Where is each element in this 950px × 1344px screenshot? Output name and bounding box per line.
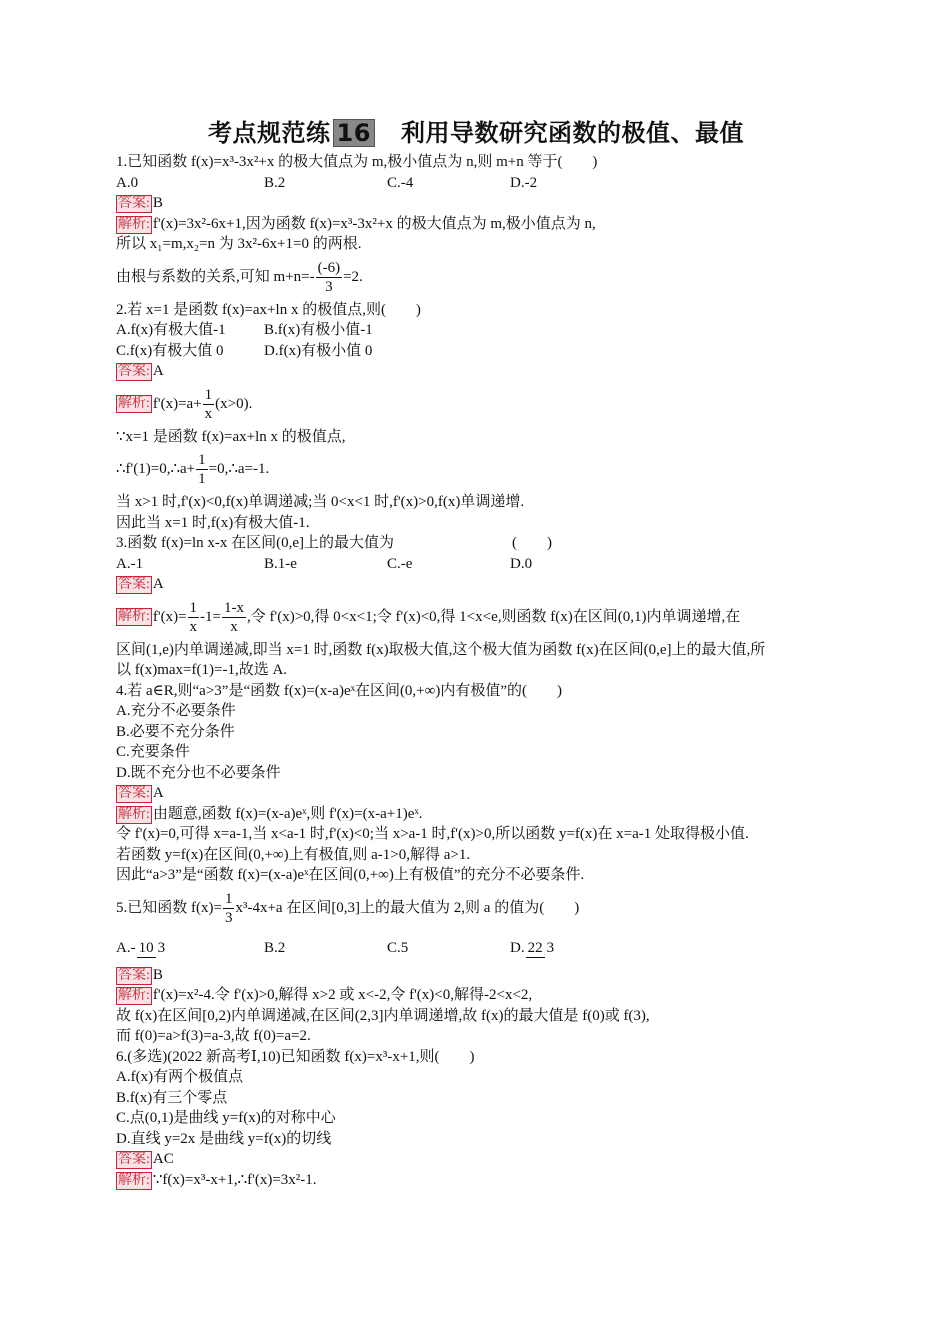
option: D.既不充分也不必要条件: [116, 764, 281, 781]
option: C.点(0,1)是曲线 y=f(x)的对称中心: [116, 1110, 336, 1126]
analysis-text: ,令 f'(x)>0,得 0<x<1;令 f'(x)<0,得 1<x<e,则函数 f(x)在区间(0,1)内单调递增,在: [247, 608, 741, 625]
question-6-stem: 6.(多选)(2022 新高考Ⅰ,10)已知函数 f(x)=x³-x+1,则( ): [116, 1048, 475, 1065]
question-4-analysis: [116, 804, 836, 825]
analysis-text: [116, 447, 836, 492]
analysis-tag: 解析:: [118, 1172, 150, 1188]
analysis-tag: 解析:: [118, 216, 150, 232]
answer-tag: 答案:: [118, 967, 150, 983]
analysis-text: 当 x>1 时,f'(x)<0,f(x)单调递减;当 0<x<1 时,f'(x)>0,f(x)单调递增.: [116, 494, 525, 510]
numerator: (-6): [317, 259, 341, 276]
answer-value: AC: [152, 1151, 174, 1167]
question-1-analysis: [116, 214, 836, 235]
denominator: 3: [546, 939, 555, 956]
denominator: 1: [198, 471, 206, 487]
question-text: x³-4x+a 在区间[0,3]上的最大值为 2,则 a 的值为( ): [235, 899, 580, 916]
analysis-text: 以 f(x)max=f(1)=-1,故选 A.: [116, 662, 288, 678]
option: D.-2: [510, 174, 538, 191]
denominator: x: [230, 618, 238, 635]
page-title: [116, 116, 836, 150]
option: A.-1: [116, 555, 144, 572]
answer-value: A: [152, 785, 164, 801]
analysis-text: [116, 255, 836, 300]
question-6-analysis: [116, 1170, 836, 1191]
analysis-text: 区间(1,e)内单调递减,即当 x=1 时,函数 f(x)取极大值,这个极大值为函数 f(x)在区间(0,e]上的最大值,所: [116, 641, 766, 658]
option: A.f(x)有极大值-1: [116, 322, 226, 338]
option: A.充分不必要条件: [116, 703, 236, 719]
fraction: [316, 259, 343, 296]
numerator: 1: [204, 386, 213, 403]
question-5-options: [116, 931, 836, 965]
numerator: 1: [189, 599, 198, 616]
question-3-options: [116, 554, 836, 575]
fraction: [137, 939, 168, 958]
answer-tag: 答案:: [118, 1152, 150, 1167]
question-6-answer: [116, 1149, 836, 1170]
answer-tag: 答案:: [118, 196, 150, 211]
analysis-tag: 解析:: [118, 806, 150, 822]
option: C.5: [387, 939, 409, 956]
option-label: D.: [510, 939, 525, 956]
option: [510, 935, 557, 961]
title-prefix: 考点规范练: [208, 119, 331, 147]
numerator: 1: [224, 890, 233, 907]
question-2-options: [116, 341, 836, 362]
analysis-text: 因此“a>3”是“函数 f(x)=(x-a)eˣ在区间(0,+∞)上有极值”的充分不必要条件.: [116, 867, 585, 883]
question-1-answer: [116, 193, 836, 214]
fraction: [203, 386, 215, 423]
question-1-options: [116, 173, 836, 194]
question-2-stem: 2.若 x=1 是函数 f(x)=ax+ln x 的极值点,则( ): [116, 301, 421, 318]
answer-paren: ( ): [512, 535, 553, 551]
option: D.0: [510, 555, 533, 572]
denominator: x: [189, 618, 198, 635]
analysis-text: (x>0).: [215, 395, 253, 412]
option: B.2: [264, 174, 286, 191]
analysis-text: f'(x)=: [152, 608, 187, 625]
question-4-answer: [116, 783, 836, 804]
fraction: [526, 939, 557, 958]
answer-value: A: [152, 576, 164, 592]
option: C.-4: [387, 174, 414, 191]
option-label: A.-: [116, 939, 136, 956]
analysis-text: 而 f(0)=a>f(3)=a-3,故 f(0)=a=2.: [116, 1028, 311, 1044]
question-5-answer: [116, 965, 836, 986]
option: C.f(x)有极大值 0: [116, 342, 224, 359]
analysis-text: -1=: [200, 608, 222, 625]
answer-value: B: [152, 966, 163, 983]
question-text: 3.函数 f(x)=ln x-x 在区间(0,e]上的最大值为: [116, 535, 395, 551]
exercise-number-badge: 16: [333, 119, 375, 147]
fraction: [223, 890, 235, 927]
option: D.f(x)有极小值 0: [264, 342, 373, 359]
option: B.f(x)有极小值-1: [264, 322, 373, 338]
question-2-answer: [116, 361, 836, 382]
denominator: 3: [325, 278, 333, 295]
question-3-analysis: [116, 595, 836, 640]
analysis-tag: 解析:: [118, 988, 150, 1003]
numerator: 1: [198, 452, 206, 468]
analysis-text: 所以 x₁=m,x₂=n 为 3x²-6x+1=0 的两根.: [116, 236, 362, 252]
analysis-text: 由题意,函数 f(x)=(x-a)eˣ,则 f'(x)=(x-a+1)eˣ.: [152, 805, 423, 822]
question-3-answer: [116, 574, 836, 595]
analysis-text: f'(x)=3x²-6x+1,因为函数 f(x)=x³-3x²+x 的极大值点为 m,极小值点为 n,: [152, 215, 596, 232]
answer-tag: 答案:: [118, 364, 150, 379]
option: A.f(x)有两个极值点: [116, 1069, 244, 1085]
analysis-text: 令 f'(x)=0,可得 x=a-1,当 x<a-1 时,f'(x)<0;当 x>a-1 时,f'(x)>0,所以函数 y=f(x)在 x=a-1 处取得极小值.: [116, 826, 749, 842]
option: B.2: [264, 939, 286, 956]
analysis-text: 若函数 y=f(x)在区间(0,+∞)上有极值,则 a-1>0,解得 a>1.: [116, 846, 471, 863]
numerator: 10: [138, 939, 154, 956]
denominator: 3: [224, 909, 233, 926]
option: C.-e: [387, 555, 413, 572]
question-5-analysis: [116, 985, 836, 1006]
analysis-text: 因此当 x=1 时,f(x)有极大值-1.: [116, 514, 310, 531]
analysis-text: ∵x=1 是函数 f(x)=ax+ln x 的极值点,: [116, 428, 346, 445]
option: B.f(x)有三个零点: [116, 1089, 228, 1106]
numerator: 1-x: [224, 599, 245, 616]
answer-tag: 答案:: [118, 577, 150, 592]
analysis-tag: 解析:: [118, 396, 150, 412]
numerator: 22: [527, 939, 543, 956]
analysis-text: f'(x)=x²-4.令 f'(x)>0,解得 x>2 或 x<-2,令 f'(x)<0,解得-2<x<2,: [152, 987, 533, 1003]
question-2-options: [116, 320, 836, 341]
analysis-text: f'(x)=a+: [152, 395, 202, 412]
fraction: [188, 599, 200, 636]
analysis-text: ∵f(x)=x³-x+1,∴f'(x)=3x²-1.: [152, 1171, 317, 1188]
question-1-stem: 1.已知函数 f(x)=x³-3x²+x 的极大值点为 m,极小值点为 n,则 m+n 等于( ): [116, 154, 598, 170]
question-2-analysis: [116, 382, 836, 427]
denominator: x: [204, 405, 213, 422]
analysis-text: 由根与系数的关系,可知 m+n=-: [116, 268, 315, 285]
question-4-stem: 4.若 a∈R,则“a>3”是“函数 f(x)=(x-a)eˣ在区间(0,+∞)内有极值”的( ): [116, 682, 562, 699]
analysis-text: =0,∴a=-1.: [208, 460, 270, 477]
option: B.必要不充分条件: [116, 723, 235, 740]
analysis-tag: 解析:: [118, 609, 150, 625]
question-3-stem: [116, 533, 836, 554]
analysis-text: 故 f(x)在区间[0,2)内单调递减,在区间(2,3]内单调递增,故 f(x)的最大值是 f(0)或 f(3),: [116, 1007, 650, 1024]
denominator: 3: [157, 939, 166, 956]
option: A.0: [116, 174, 139, 191]
option: C.充要条件: [116, 744, 190, 760]
option: B.1-e: [264, 555, 297, 572]
answer-value: A: [152, 363, 164, 379]
analysis-text: =2.: [343, 268, 363, 285]
answer-tag: 答案:: [118, 786, 150, 801]
fraction: [222, 599, 246, 636]
analysis-text: ∴f'(1)=0,∴a+: [116, 460, 196, 477]
fraction: [196, 451, 208, 488]
title-text: 利用导数研究函数的极值、最值: [400, 119, 744, 147]
option: [116, 935, 264, 961]
question-5-stem: [116, 886, 836, 931]
question-text: 5.已知函数 f(x)=: [116, 899, 222, 916]
answer-value: B: [152, 195, 163, 211]
page: [116, 116, 836, 1190]
option: D.直线 y=2x 是曲线 y=f(x)的切线: [116, 1130, 332, 1147]
